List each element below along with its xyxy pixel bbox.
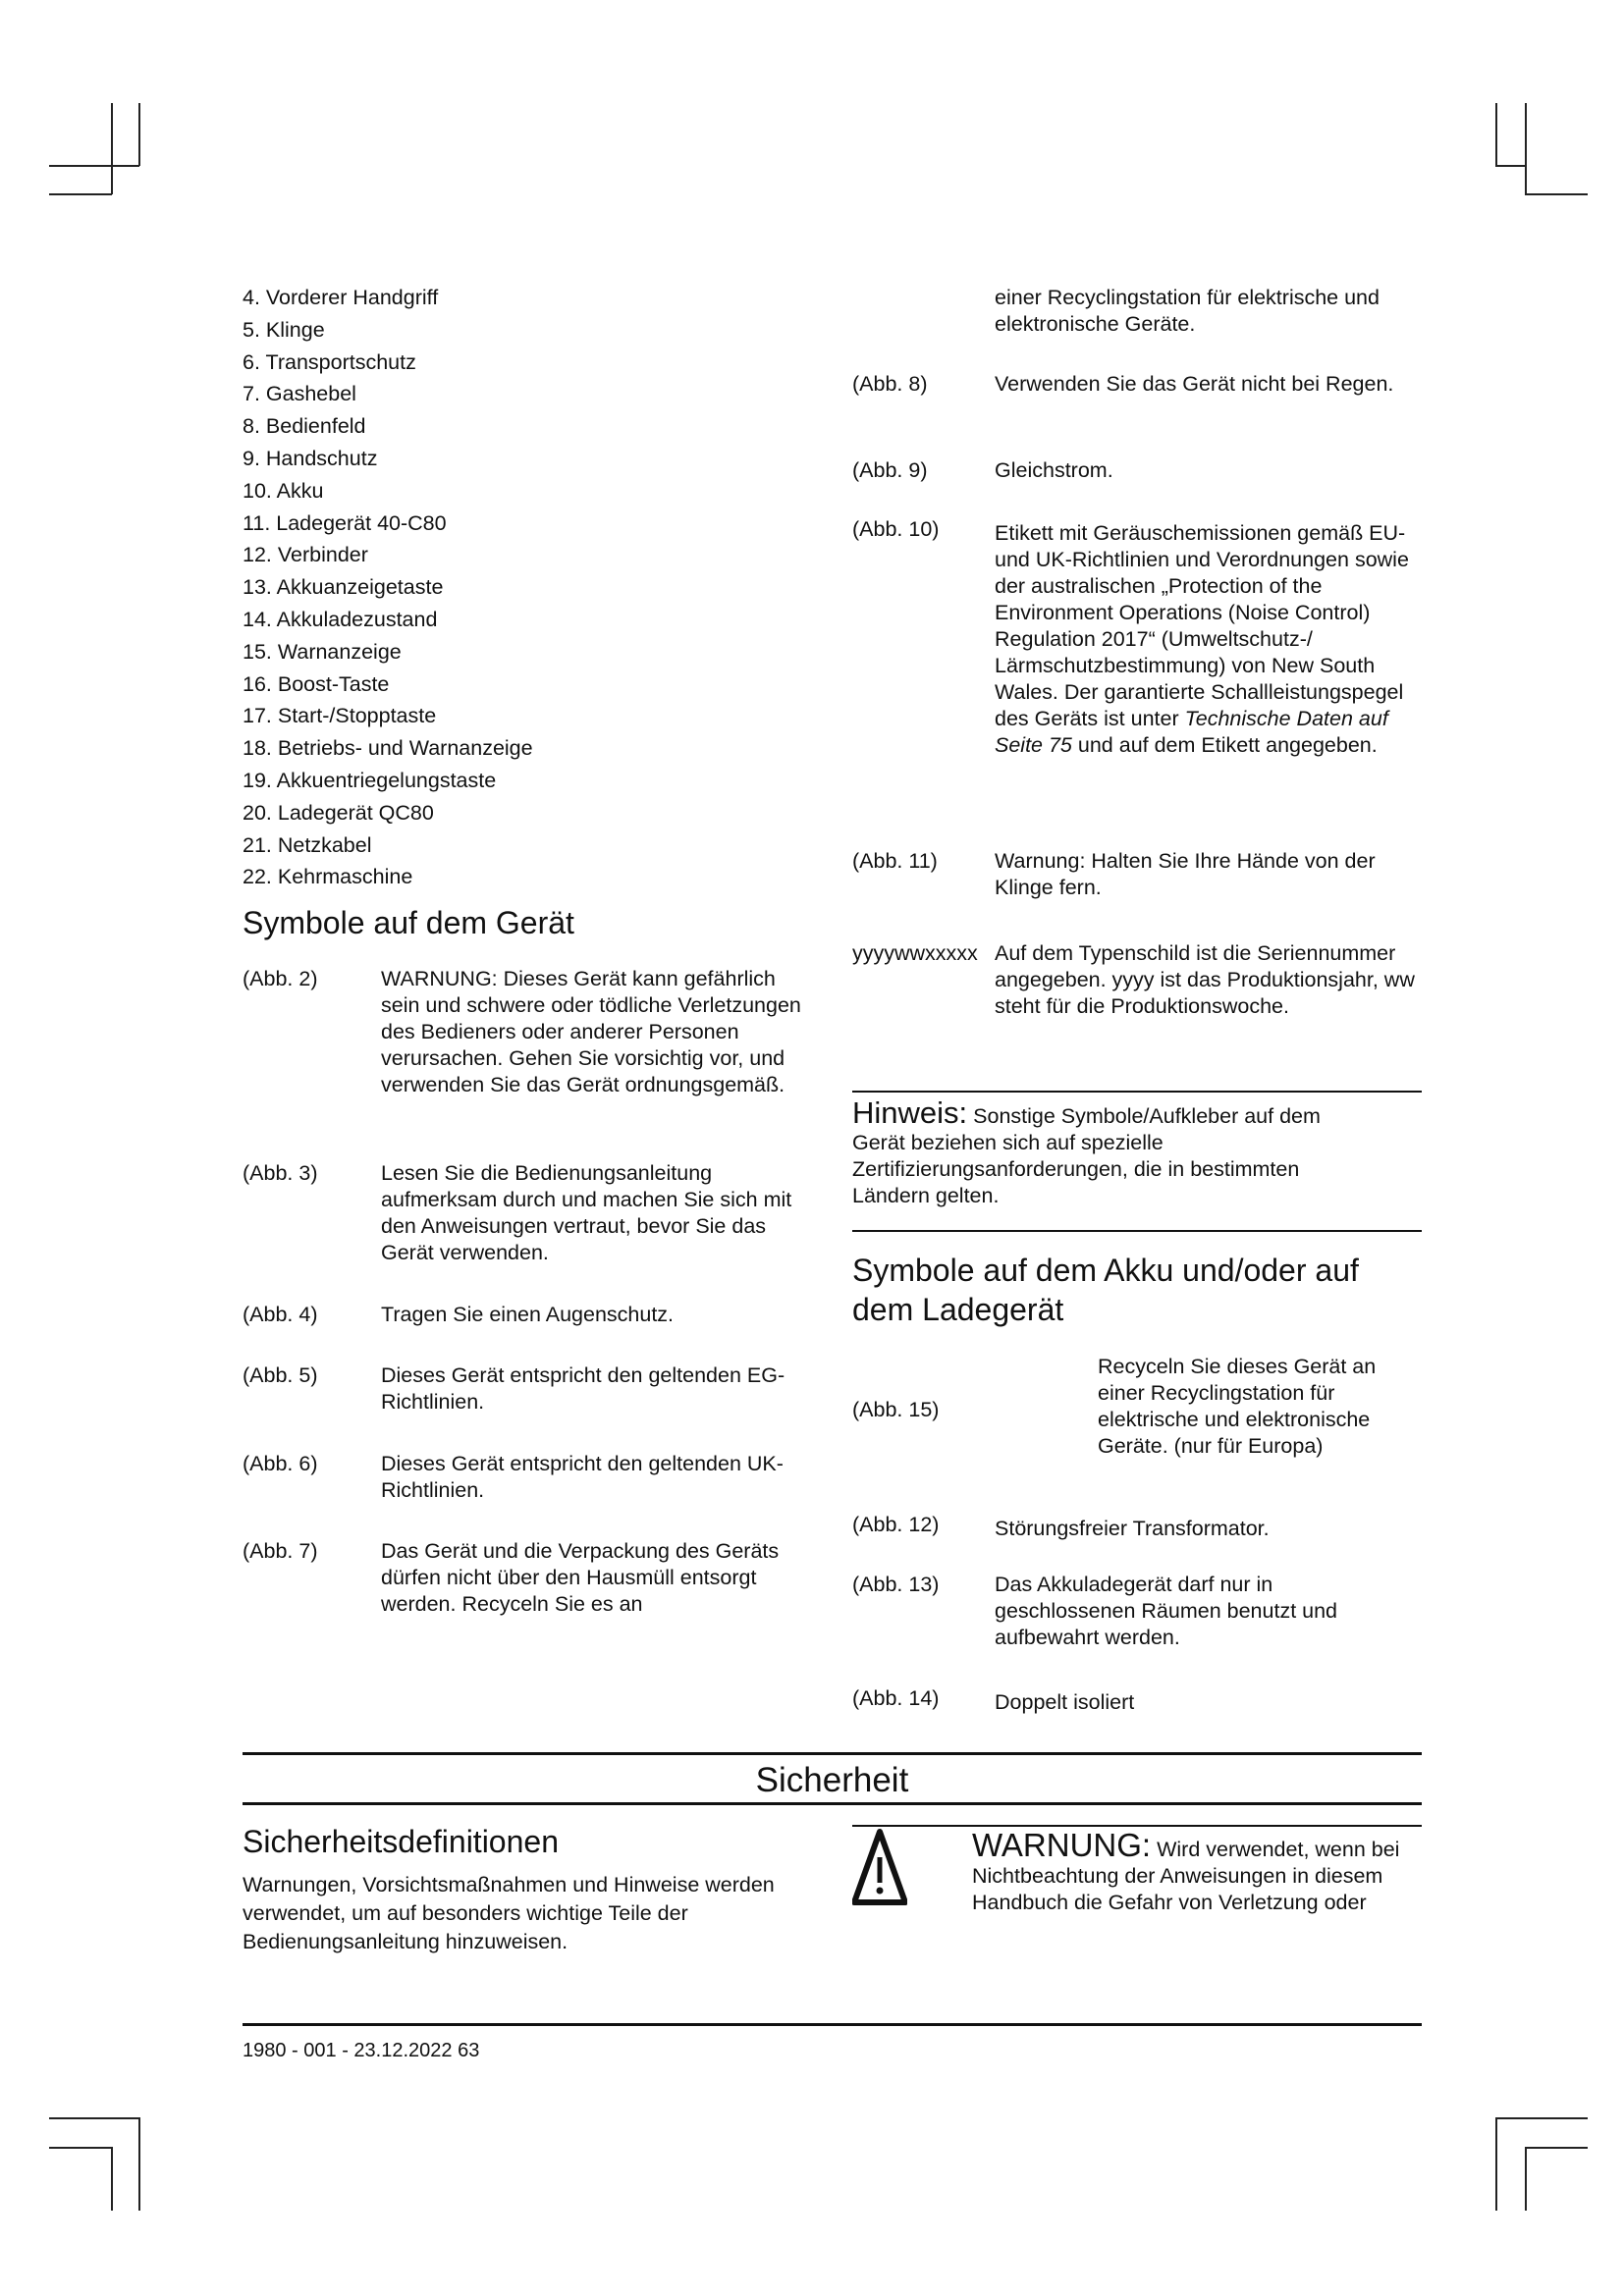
symbol-label: (Abb. 11) [852, 849, 938, 873]
warning-block [972, 1827, 1424, 1916]
symbol-text: Doppelt isoliert [995, 1690, 1135, 1714]
symbol-label: (Abb. 6) [243, 1452, 318, 1475]
list-item: 6. Transportschutz [243, 349, 416, 374]
serial-label: yyyywwxxxxx [852, 941, 978, 965]
symbol-text: Warnung: Halten Sie Ihre Hände von der Klinge fern. [995, 849, 1376, 899]
symbol-text: Dieses Gerät entspricht den geltenden UK-Richtlinien. [381, 1452, 784, 1502]
list-item: 4. Vorderer Handgriff [243, 286, 439, 309]
symbol-text: Tragen Sie einen Augenschutz. [381, 1303, 675, 1326]
footer [243, 2040, 479, 2062]
symbol-label: (Abb. 8) [852, 372, 928, 396]
list-item: 8. Bedienfeld [243, 414, 366, 439]
symbol-label: (Abb. 15) [852, 1398, 940, 1421]
symbol-label: (Abb. 12) [852, 1513, 940, 1536]
symbol-text: Störungsfreier Transformator. [995, 1517, 1270, 1540]
note-text: Sonstige Symbole/Aufkleber auf dem Gerät beziehen sich auf spezielle Zertifizierungsanforderungen, die in bestimmten Ländern gelten. [852, 1104, 1321, 1207]
list-item: 20. Ladegerät QC80 [243, 800, 434, 825]
symbol-text [995, 520, 1425, 759]
divider [243, 1752, 1422, 1755]
list-item: 16. Boost-Taste [243, 671, 390, 696]
doc-number: 1980 - 001 - 23.12.2022 [243, 2040, 453, 2061]
symbols-device-heading: Symbole auf dem Gerät [243, 905, 574, 940]
serial-text [995, 940, 1417, 1020]
symbol-label: (Abb. 10) [852, 517, 940, 541]
symbol-text: Das Gerät und die Verpackung des Geräts dürfen nicht über den Hausmüll entsorgt werden. Recyceln Sie es an [381, 1539, 780, 1616]
list-item: 11. Ladegerät 40-C80 [243, 510, 447, 535]
divider [852, 1230, 1422, 1232]
list-item: 12. Verbinder [243, 543, 368, 567]
list-item: 13. Akkuanzeigetaste [243, 575, 444, 600]
symbol-label: (Abb. 2) [243, 967, 318, 990]
warning-label: WARNUNG: [972, 1827, 1152, 1863]
symbol-label: (Abb. 3) [243, 1161, 318, 1185]
symbols-battery-heading: Symbole auf dem Akku und/oder auf dem Ladegerät [852, 1253, 1359, 1327]
symbol-label: (Abb. 13) [852, 1573, 940, 1596]
page-number: 63 [458, 2040, 480, 2061]
list-item: 18. Betriebs- und Warnanzeige [243, 736, 533, 761]
list-item: 10. Akku [243, 478, 324, 503]
symbol-text: WARNUNG: Dieses Gerät kann gefährlich sein und schwere oder tödliche Verletzungen des Bedieners oder anderer Personen verursachen. Gehen Sie vorsichtig vor, und verwenden Sie das Gerät ordnungsgemäß. [381, 967, 801, 1096]
symbol-text: Dieses Gerät entspricht den geltenden EG-Richtlinien. [381, 1363, 785, 1414]
divider [243, 1802, 1422, 1805]
list-item: 5. Klinge [243, 317, 325, 342]
section-title: Sicherheit [755, 1761, 909, 1799]
list-item: 15. Warnanzeige [243, 639, 402, 664]
symbol-text-part: und auf dem Etikett angegeben. [1077, 733, 1378, 757]
list-item: 19. Akkuentriegelungstaste [243, 768, 497, 792]
page-reference-link[interactable]: Technische Daten auf Seite 75 [995, 707, 1388, 757]
symbol-label: (Abb. 14) [852, 1686, 940, 1710]
symbol-text: Lesen Sie die Bedienungsanleitung aufmerksam durch und machen Sie sich mit den Anweisungen vertraut, bevor Sie das Gerät verwenden. [381, 1161, 792, 1264]
footer-divider [243, 2023, 1422, 2026]
symbol-label: (Abb. 9) [852, 458, 928, 482]
symbol-label: (Abb. 4) [243, 1303, 318, 1326]
definitions-heading: Sicherheitsdefinitionen [243, 1824, 559, 1859]
note [852, 1095, 1324, 1209]
symbol-text: Verwenden Sie das Gerät nicht bei Regen. [995, 372, 1394, 396]
symbol-text: Das Akkuladegerät darf nur in geschlossenen Räumen benutzt und aufbewahrt werden. [995, 1573, 1338, 1649]
divider [852, 1091, 1422, 1093]
warning-text: Wird verwendet, wenn bei Nichtbeachtung der Anweisungen in diesem Handbuch die Gefahr von Verletzung oder [972, 1838, 1400, 1914]
note-label: Hinweis: [852, 1095, 968, 1130]
symbol-text-part: Etikett mit Geräuschemissionen gemäß EU- und UK-Richtlinien und Verordnungen sowie der australischen „Protection of the Environment Operations (Noise Control) Regulation 2017“ (Umweltschutz-/ Lärmschutzbestimmung) von New South Wales. Der garantierte Schallleistungspegel des Geräts ist unter [995, 521, 1409, 730]
list-item: 14. Akkuladezustand [243, 607, 438, 631]
serial-text-body: Auf dem Typenschild ist die Seriennummer angegeben. yyyy ist das Produktionsjahr, ww steht für die Produktionswoche. [995, 941, 1415, 1018]
symbol-continuation: einer Recyclingstation für elektrische und elektronische Geräte. [995, 286, 1380, 336]
symbol-label: (Abb. 5) [243, 1363, 318, 1387]
symbol-label: (Abb. 7) [243, 1539, 318, 1563]
symbol-text: Gleichstrom. [995, 458, 1113, 482]
list-item: 17. Start-/Stopptaste [243, 704, 437, 728]
list-item: 22. Kehrmaschine [243, 865, 413, 889]
symbol-text: Recyceln Sie dieses Gerät an einer Recyclingstation für elektrische und elektronische Geräte. (nur für Europa) [1098, 1355, 1377, 1458]
list-item: 7. Gashebel [243, 382, 356, 406]
list-item: 9. Handschutz [243, 446, 378, 470]
list-item: 21. Netzkabel [243, 832, 372, 857]
definitions-text: Warnungen, Vorsichtsmaßnahmen und Hinweise werden verwendet, um auf besonders wichtige Teile der Bedienungsanleitung hinzuweisen. [243, 1873, 775, 1953]
warning-triangle-icon [852, 1824, 907, 1922]
parts-list [243, 282, 533, 893]
